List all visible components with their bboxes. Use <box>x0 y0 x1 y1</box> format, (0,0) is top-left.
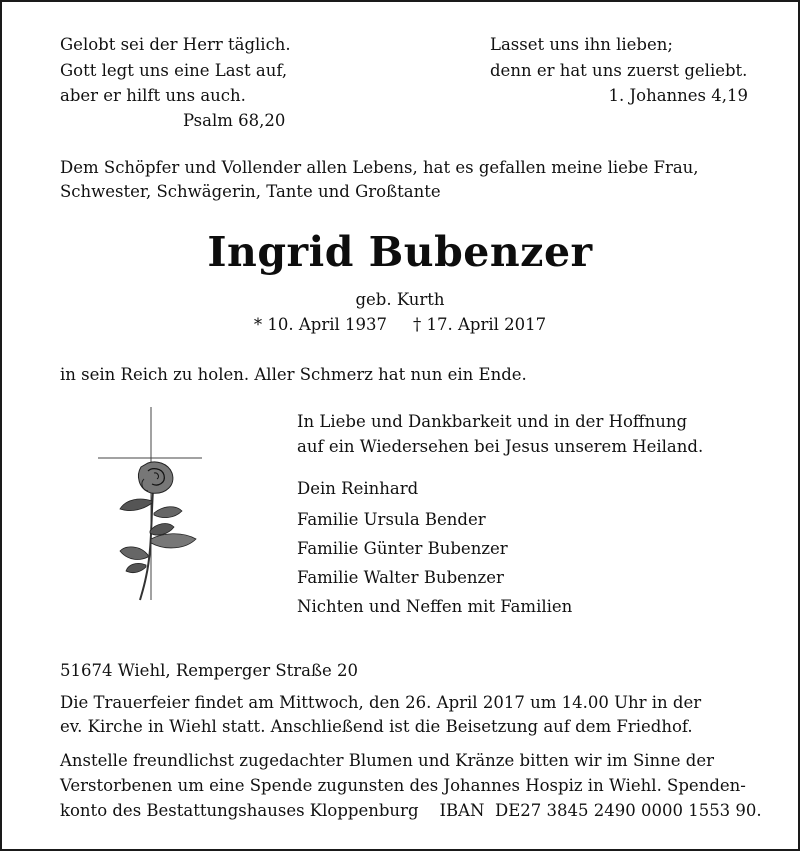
left-verse-source: Psalm 68,20 <box>183 111 286 130</box>
left-verse-line-3: aber er hilft uns auch. <box>60 86 246 105</box>
cross-rose-icon <box>96 405 206 605</box>
mourner-4: Familie Walter Bubenzer <box>297 568 504 587</box>
mourner-2: Familie Ursula Bender <box>297 510 486 529</box>
right-verse-line-2: denn er hat uns zuerst geliebt. <box>490 61 748 80</box>
donation-line-2: Verstorbenen um eine Spende zugunsten des Johannes Hospiz in Wiehl. Spenden- <box>60 776 746 795</box>
address: 51674 Wiehl, Remperger Straße 20 <box>60 661 359 680</box>
right-verse-source: 1. Johannes 4,19 <box>608 86 748 105</box>
mourner-5: Nichten und Neffen mit Familien <box>297 597 573 616</box>
deceased-name: Ingrid Bubenzer <box>207 228 593 276</box>
intro-line-2: Schwester, Schwägerin, Tante und Großtante <box>60 182 441 201</box>
closing-line: in sein Reich zu holen. Aller Schmerz hat nun ein Ende. <box>60 365 527 384</box>
donation-line-3: konto des Bestattungshauses Kloppenburg IBAN DE27 3845 2490 0000 1553 90. <box>60 801 762 820</box>
cross-rose-illustration <box>96 405 206 605</box>
left-verse-line-1: Gelobt sei der Herr täglich. <box>60 35 291 54</box>
mourner-3: Familie Günter Bubenzer <box>297 539 508 558</box>
life-dates <box>0 312 800 338</box>
tribute-line-1: In Liebe und Dankbarkeit und in der Hoffnung <box>297 412 688 431</box>
mourner-1: Dein Reinhard <box>297 479 419 498</box>
donation-line-1: Anstelle freundlichst zugedachter Blumen und Kränze bitten wir im Sinne der <box>60 751 714 770</box>
birth-date: * 10. April 1937 <box>253 315 387 334</box>
intro-line-1: Dem Schöpfer und Vollender allen Lebens, hat es gefallen meine liebe Frau, <box>60 158 699 177</box>
service-line-2: ev. Kirche in Wiehl statt. Anschließend ist die Beisetzung auf dem Friedhof. <box>60 717 693 736</box>
right-verse-line-1: Lasset uns ihn lieben; <box>490 35 673 54</box>
maiden-name: geb. Kurth <box>355 290 445 309</box>
tribute-line-2: auf ein Wiedersehen bei Jesus unserem Heiland. <box>297 437 704 456</box>
service-line-1: Die Trauerfeier findet am Mittwoch, den 26. April 2017 um 14.00 Uhr in der <box>60 693 702 712</box>
left-verse-line-2: Gott legt uns eine Last auf, <box>60 61 288 80</box>
death-date: † 17. April 2017 <box>413 315 547 334</box>
